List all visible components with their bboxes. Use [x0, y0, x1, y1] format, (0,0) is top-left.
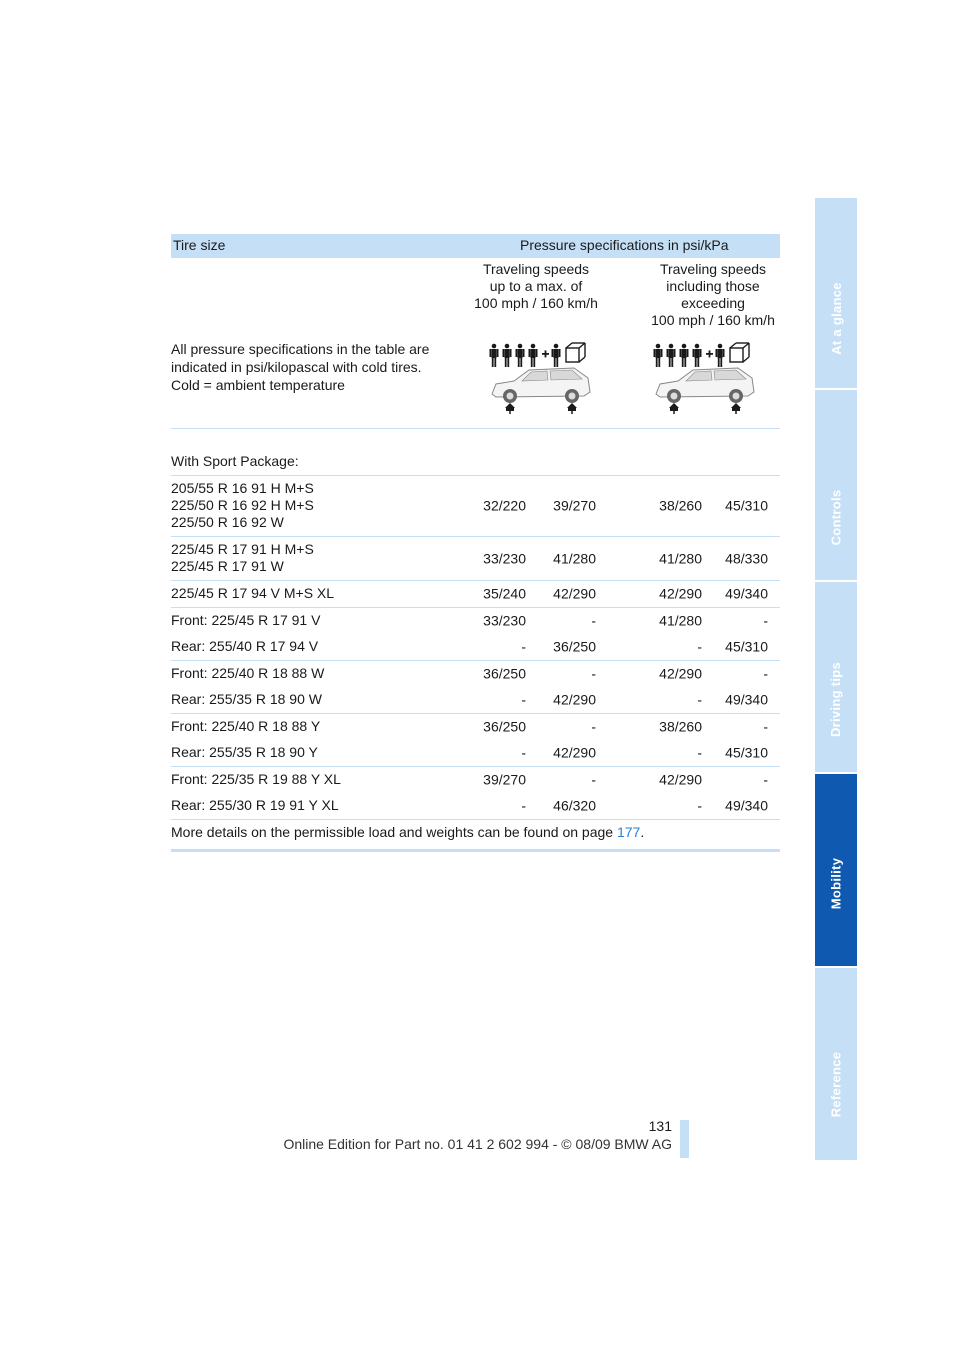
table-row [171, 687, 780, 714]
footnote: More details on the permissible load and weights can be found on page 177. [171, 820, 780, 852]
pressure-value: 35/240 [483, 585, 526, 602]
tire-size-cell: Rear: 255/30 R 19 91 Y XL [171, 797, 339, 813]
pressure-value: - [763, 612, 768, 629]
tab-label: At a glance [828, 282, 844, 355]
tire-size-cell: Front: 225/40 R 18 88 Y [171, 718, 321, 734]
pressure-value: 49/340 [725, 691, 768, 708]
tab-mobility[interactable] [815, 774, 857, 966]
page-number: 131 [648, 1118, 672, 1134]
pressure-value: 42/290 [659, 585, 702, 602]
pressure-value: 45/310 [725, 638, 768, 655]
pressure-value: - [763, 771, 768, 788]
table-row [171, 476, 780, 537]
pressure-value: - [521, 797, 526, 814]
table-header [171, 234, 780, 258]
pressure-value: 42/290 [553, 585, 596, 602]
speed-low-header: Traveling speeds up to a max. of 100 mph / 160 km/h [474, 261, 598, 311]
pressure-value: 36/250 [483, 718, 526, 735]
pressure-value: 36/250 [553, 638, 596, 655]
tab-driving-tips[interactable] [815, 582, 857, 772]
table-row [171, 537, 780, 581]
table-row [171, 714, 780, 740]
header-tire-size: Tire size [173, 237, 226, 253]
tire-size-cell: Front: 225/40 R 18 88 W [171, 665, 325, 681]
table-row [171, 581, 780, 608]
pressure-value: - [763, 665, 768, 682]
sport-package-label: With Sport Package: [171, 453, 299, 469]
pressure-value: 41/280 [659, 612, 702, 629]
pressure-value: - [591, 612, 596, 629]
table-row [171, 767, 780, 793]
table-row [171, 661, 780, 687]
sport-package-row [171, 429, 780, 476]
intro-text: All pressure specifications in the table are indicated in psi/kilopascal with cold tires. Cold = ambient temperature [171, 341, 430, 393]
pressure-value: 36/250 [483, 665, 526, 682]
table-row [171, 793, 780, 820]
table-row [171, 608, 780, 634]
pressure-value: 42/290 [553, 691, 596, 708]
pressure-value: 41/280 [659, 550, 702, 566]
tire-pressure-table [171, 234, 780, 852]
tire-size-cell: Front: 225/35 R 19 88 Y XL [171, 771, 341, 787]
table-body [171, 476, 780, 820]
pressure-value: 39/270 [483, 771, 526, 788]
tire-size-cell: Rear: 255/35 R 18 90 W [171, 691, 322, 707]
pressure-value: 45/310 [725, 497, 768, 514]
table-row [171, 740, 780, 767]
tab-label: Controls [828, 489, 844, 546]
pressure-value: 46/320 [553, 797, 596, 814]
pressure-value: 49/340 [725, 797, 768, 814]
pressure-value: - [763, 718, 768, 735]
speed-high-header: Traveling speeds including those exceeding 100 mph / 160 km/h [651, 261, 775, 328]
pressure-value: 42/290 [553, 744, 596, 761]
tab-at-a-glance[interactable] [815, 198, 857, 388]
tab-label: Driving tips [828, 661, 844, 738]
tire-size-cell: Front: 225/45 R 17 91 V [171, 612, 321, 628]
pressure-value: - [697, 691, 702, 708]
tab-controls[interactable] [815, 390, 857, 580]
pressure-value: - [697, 744, 702, 761]
header-pressure: Pressure specifications in psi/kPa [520, 237, 729, 253]
pressure-value: - [591, 665, 596, 682]
pressure-value: 39/270 [553, 497, 596, 514]
pressure-value: 33/230 [483, 550, 526, 566]
tire-size-cell: 225/45 R 17 94 V M+S XL [171, 585, 335, 601]
section-tabs [815, 198, 857, 1160]
tire-size-cell: Rear: 255/40 R 17 94 V [171, 638, 319, 654]
car-load-icon [648, 334, 760, 420]
pressure-value: 33/230 [483, 612, 526, 629]
pressure-value: - [591, 718, 596, 735]
footer-bar [680, 1120, 689, 1158]
pressure-value: - [591, 771, 596, 788]
pressure-value: 38/260 [659, 718, 702, 735]
tire-size-cell: 225/45 R 17 91 H M+S 225/45 R 17 91 W [171, 541, 314, 574]
pressure-value: 41/280 [553, 550, 596, 566]
pressure-value: 45/310 [725, 744, 768, 761]
table-row [171, 634, 780, 661]
speed-headers [171, 258, 780, 334]
pressure-value: 42/290 [659, 665, 702, 682]
tab-label: Mobility [828, 857, 844, 910]
pressure-value: - [521, 638, 526, 655]
tire-size-cell: 205/55 R 16 91 H M+S 225/50 R 16 92 H M+S 225/50 R 16 92 W [171, 480, 314, 530]
pressure-value: - [521, 691, 526, 708]
pressure-value: 32/220 [483, 497, 526, 514]
footer-text: Online Edition for Part no. 01 41 2 602 994 - © 08/09 BMW AG [283, 1136, 672, 1152]
pressure-value: - [697, 797, 702, 814]
tab-reference[interactable] [815, 968, 857, 1160]
pressure-value: 48/330 [725, 550, 768, 566]
page-link[interactable]: 177 [616, 824, 641, 840]
pressure-value: - [521, 744, 526, 761]
tire-size-cell: Rear: 255/35 R 18 90 Y [171, 744, 318, 760]
pressure-value: 42/290 [659, 771, 702, 788]
car-load-icon [484, 334, 596, 420]
intro-row [171, 334, 780, 429]
pressure-value: 38/260 [659, 497, 702, 514]
pressure-value: - [697, 638, 702, 655]
pressure-value: 49/340 [725, 585, 768, 602]
tab-label: Reference [828, 1051, 844, 1118]
